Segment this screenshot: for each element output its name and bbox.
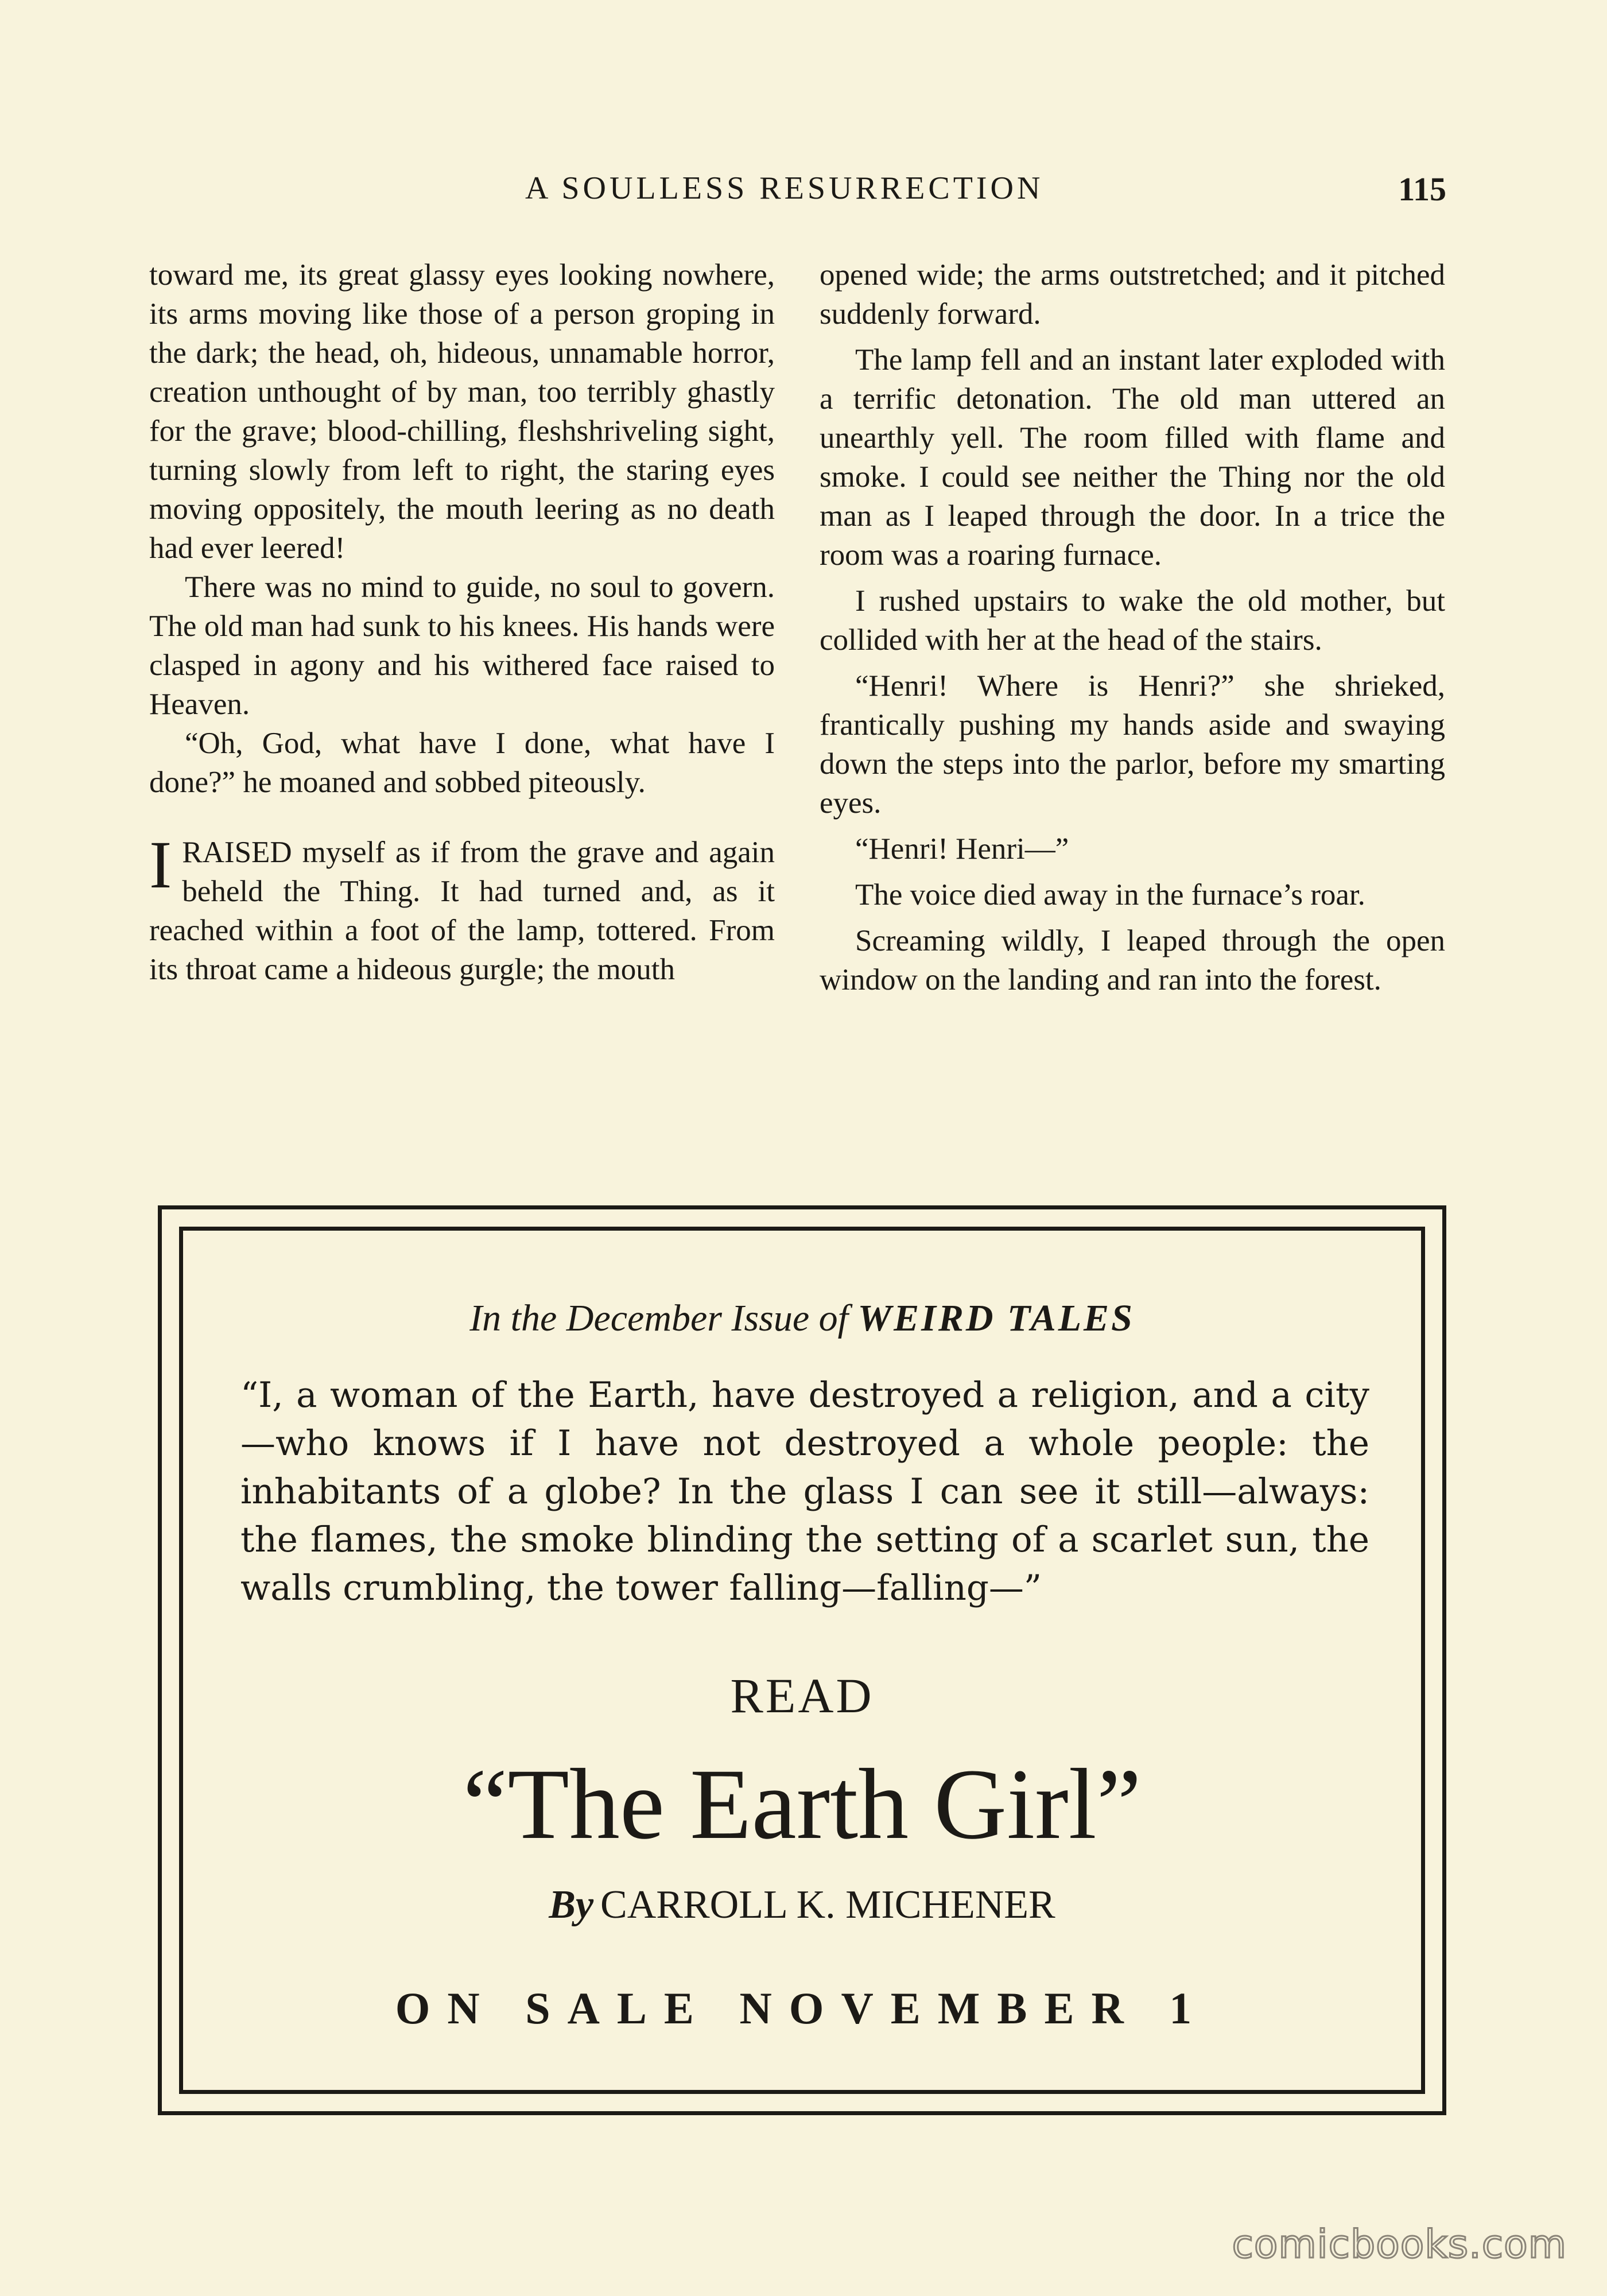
sale-notice: ON SALE NOVEMBER 1 [395,1983,1209,2033]
paragraph: The lamp fell and an instant later exploded with a terrific detonation. The old man uttered an unearthly yell. The room filled with flame and smoke. I could see neither the Thing nor the old man as I leaped through the door. In a trice the room was a roaring furnace. [820,343,1445,572]
paragraph: There was no mind to guide, no soul to govern. The old man had sunk to his knees. His hands were clasped in agony and his withered face raised to Heaven. [149,571,775,721]
left-text-column [149,255,775,989]
paragraph: The voice died away in the furnace’s roar. [855,878,1365,912]
running-title: A SOULLESS RESURRECTION [525,170,1044,206]
page-number: 115 [1398,170,1446,208]
ad-kicker-text: In the December Issue of [469,1297,858,1339]
section-opening-paragraph [149,827,775,989]
right-text-column [820,255,1445,999]
ad-byline [183,1882,1421,1928]
watermark: comicbooks.com [1232,2222,1567,2267]
running-header [149,170,1446,216]
paragraph: opened wide; the arms outstretched; and it pitched suddenly forward. [820,258,1445,331]
drop-cap: I [149,827,172,902]
advertisement-inner-frame [179,1227,1425,2094]
paragraph: “Oh, God, what have I done, what have I done?” he moaned and sobbed piteously. [149,727,775,799]
advertisement-box [158,1205,1446,2115]
story-title: “The Earth Girl” [463,1748,1142,1860]
paragraph: Screaming wildly, I leaped through the open window on the landing and ran into the forest. [820,924,1445,996]
author-name: CARROLL K. MICHENER [600,1883,1055,1927]
paragraph: “Henri! Henri—” [855,832,1069,866]
paragraph-text: myself as if from the grave and again beheld the Thing. It had turned and, as it reached within a foot of the lamp, tottered. From its throat came a hideous gurgle; the mouth [149,836,775,986]
paragraph: “Henri! Where is Henri?” she shrieked, frantically pushing my hands aside and swaying down the steps into the parlor, before my smarting eyes. [820,669,1445,820]
paragraph: I rushed upstairs to wake the old mother, but collided with her at the head of the stairs. [820,584,1445,657]
paragraph: toward me, its great glassy eyes looking nowhere, its arms moving like those of a person groping in the dark; the head, oh, hideous, unnamable horror, creation unthought of by man, too terribly ghastly for the grave; blood-chilling, fleshshriveling sight, turning slowly from left to right, the staring eyes moving oppositely, the mouth leering as no death had ever leered! [149,258,775,565]
ad-kicker [183,1297,1421,1340]
magazine-name: WEIRD TALES [857,1297,1135,1339]
ad-quote: “I, a woman of the Earth, have destroyed a religion, and a city—who knows if I have not destroyed a whole people: the inhabitants of a globe? In the glass I can see it still—always: the flames, the smoke blinding the setting of a scarlet sun, the walls crumbling, the tower falling—falling—” [240,1375,1369,1608]
byline-prefix: By [549,1883,594,1927]
ad-read-label: READ [730,1668,874,1723]
lead-in-word: RAISED [182,836,292,869]
